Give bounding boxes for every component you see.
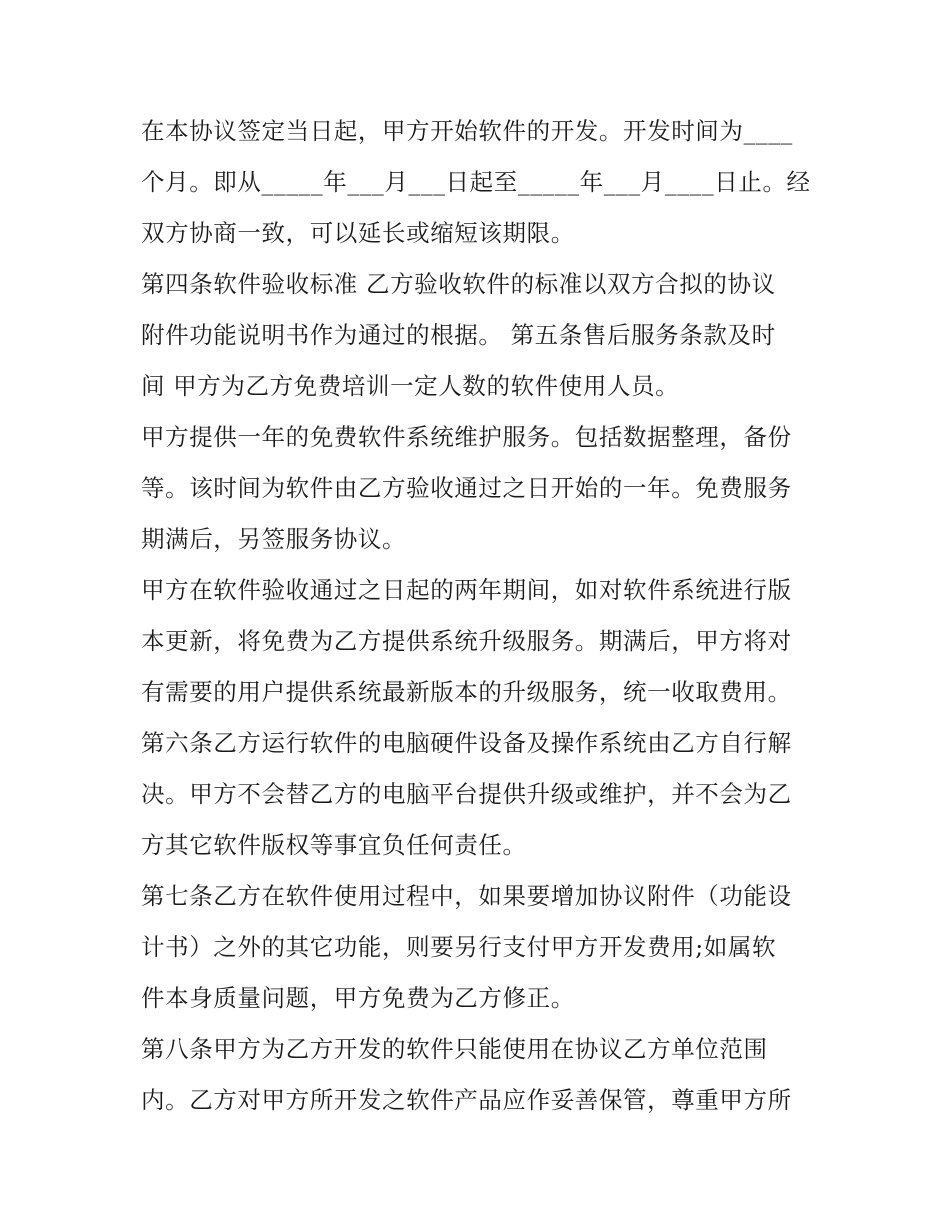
text-line: 甲方提供一年的免费软件系统维护服务。包括数据整理，备份 — [141, 423, 792, 451]
text-line: 决。甲方不会替乙方的电脑平台提供升级或维护，并不会为乙 — [141, 780, 792, 808]
text-line: 方其它软件版权等事宜负任何责任。 — [141, 831, 527, 859]
text-line: 第八条甲方为乙方开发的软件只能使用在协议乙方单位范围 — [141, 1035, 768, 1063]
text-line: 有需要的用户提供系统最新版本的升级服务，统一收取费用。 — [141, 678, 792, 706]
text-line: 计书）之外的其它功能，则要另行支付甲方开发费用;如属软 — [141, 933, 777, 961]
text-line: 间 甲方为乙方免费培训一定人数的软件使用人员。 — [141, 372, 680, 400]
text-line: 等。该时间为软件由乙方验收通过之日开始的一年。免费服务 — [141, 474, 792, 502]
text-line: 第七条乙方在软件使用过程中，如果要增加协议附件（功能设 — [141, 882, 792, 910]
text-line: 件本身质量问题，甲方免费为乙方修正。 — [141, 984, 575, 1012]
text-line: 双方协商一致，可以延长或缩短该期限。 — [141, 219, 575, 247]
text-line: 在本协议签定当日起，甲方开始软件的开发。开发时间为____ — [141, 117, 793, 145]
text-line: 本更新，将免费为乙方提供系统升级服务。期满后，甲方将对 — [141, 627, 792, 655]
text-line: 第六条乙方运行软件的电脑硬件设备及操作系统由乙方自行解 — [141, 729, 792, 757]
text-line: 第四条软件验收标准 乙方验收软件的标准以双方合拟的协议 — [141, 270, 776, 298]
text-line: 个月。即从_____年___月___日起至_____年___月____日止。经 — [141, 168, 811, 196]
text-line: 甲方在软件验收通过之日起的两年期间，如对软件系统进行版 — [141, 576, 792, 604]
text-line: 期满后，另签服务协议。 — [141, 525, 407, 553]
document-body — [141, 106, 831, 1126]
text-line: 内。乙方对甲方所开发之软件产品应作妥善保管，尊重甲方所 — [141, 1086, 792, 1114]
text-line: 附件功能说明书作为通过的根据。 第五条售后服务条款及时 — [141, 321, 776, 349]
